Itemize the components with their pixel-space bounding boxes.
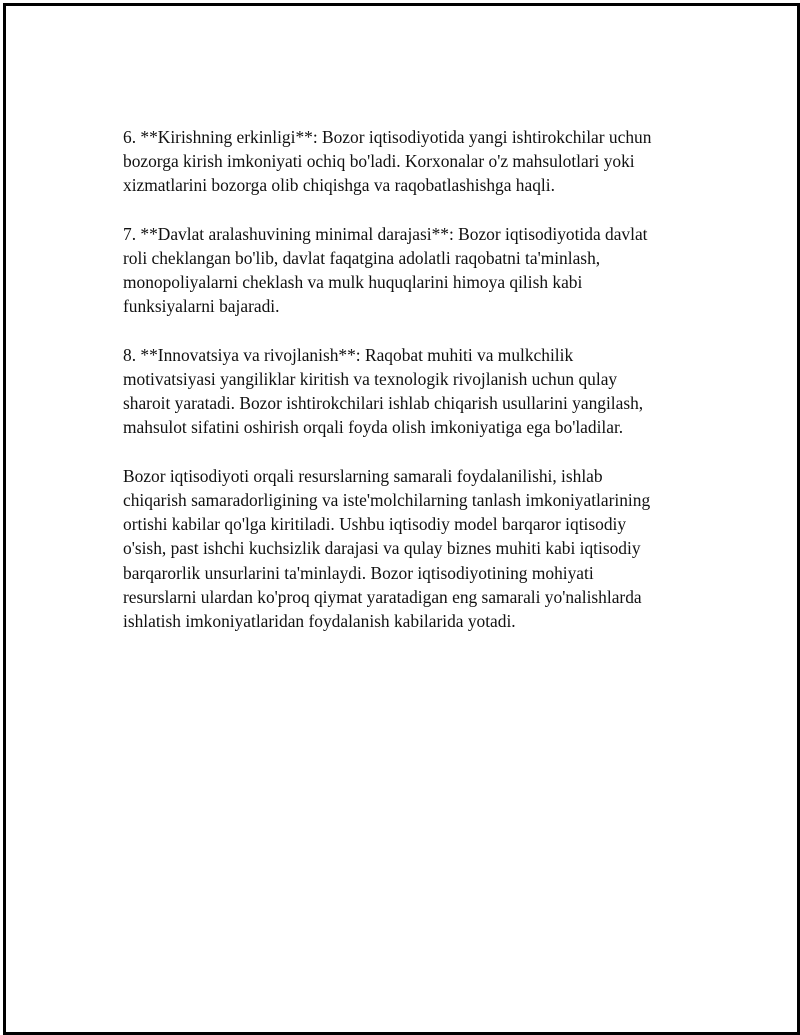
text-line: monopoliyalarni cheklash va mulk huquqlarini himoya qilish kabi bbox=[123, 272, 583, 293]
paragraph-innovation bbox=[123, 343, 698, 440]
document-body bbox=[123, 125, 698, 657]
text-line: 8. **Innovatsiya va rivojlanish**: Raqobat muhiti va mulkchilik bbox=[123, 344, 574, 365]
text-line: 7. **Davlat aralashuvining minimal darajasi**: Bozor iqtisodiyotida davlat bbox=[123, 223, 648, 244]
text-line: roli cheklangan bo'lib, davlat faqatgina adolatli raqobatni ta'minlash, bbox=[123, 248, 601, 268]
text-line: ortishi kabilar qo'lga kiritiladi. Ushbu iqtisodiy model barqaror iqtisodiy bbox=[123, 514, 627, 535]
text-line: ishlatish imkoniyatlaridan foydalanish kabilarida yotadi. bbox=[123, 611, 516, 632]
text-line: resurslarni ulardan ko'proq qiymat yaratadigan eng samarali yo'nalishlarda bbox=[123, 586, 642, 607]
text-line: motivatsiyasi yangiliklar kiritish va texnologik rivojlanish uchun qulay bbox=[123, 369, 618, 389]
text-line: o'sish, past ishchi kuchsizlik darajasi va qulay biznes muhiti kabi iqtisodiy bbox=[123, 538, 641, 559]
text-line: barqarorlik unsurlarini ta'minlaydi. Bozor iqtisodiyotining mohiyati bbox=[123, 562, 594, 583]
text-line: chiqarish samaradorligining va iste'molchilarning tanlash imkoniyatlarining bbox=[123, 490, 651, 510]
text-line: 6. **Kirishning erkinligi**: Bozor iqtisodiyotida yangi ishtirokchilar uchun bbox=[123, 127, 652, 147]
paragraph-market-entry bbox=[123, 125, 698, 198]
paragraph-conclusion bbox=[123, 464, 698, 633]
text-line: Bozor iqtisodiyoti orqali resurslarning samarali foydalanilishi, ishlab bbox=[123, 465, 603, 486]
text-line: xizmatlarini bozorga olib chiqishga va raqobatlashishga haqli. bbox=[123, 175, 555, 196]
text-line: mahsulot sifatini oshirish orqali foyda olish imkoniyatiga ega bo'ladilar. bbox=[123, 417, 624, 438]
text-line: funksiyalarni bajaradi. bbox=[123, 296, 280, 317]
paragraph-state-intervention bbox=[123, 222, 698, 319]
text-line: bozorga kirish imkoniyati ochiq bo'ladi. Korxonalar o'z mahsulotlari yoki bbox=[123, 151, 635, 172]
text-line: sharoit yaratadi. Bozor ishtirokchilari ishlab chiqarish usullarini yangilash, bbox=[123, 393, 644, 414]
page-frame bbox=[3, 3, 800, 1035]
